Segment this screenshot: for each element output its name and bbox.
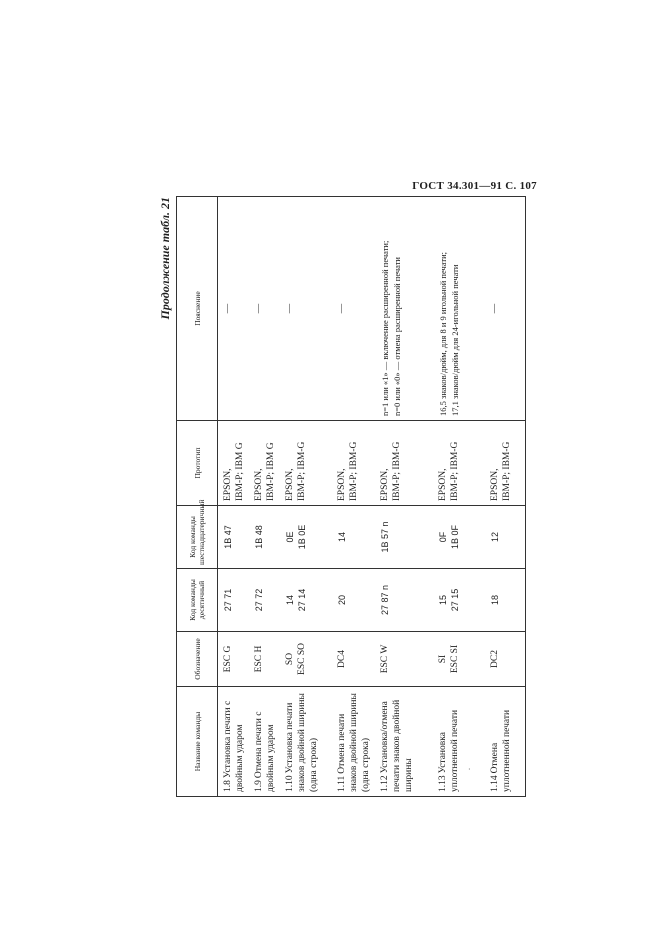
header-name: Название команды — [177, 687, 218, 797]
header-code-hex: Код команды шестнадцатеричный — [177, 506, 218, 569]
explanation: — — [218, 197, 250, 421]
table-row — [332, 197, 375, 797]
prototype: EPSON, IBM-P; IBM-G — [485, 421, 525, 506]
designation: DC4 — [332, 632, 375, 687]
command-name: 1.8Установка печати с двойным ударом — [218, 687, 250, 797]
code-hex: 12 — [485, 506, 525, 569]
explanation: 16,5 знаков/дюйм, для 8 и 9 игольной печати; 17,1 знаков/дюйм для 24-игольной печати — [433, 197, 485, 421]
prototype: EPSON, IBM-P; IBM G — [218, 421, 250, 506]
explanation: — — [280, 197, 332, 421]
designation: DC2 — [485, 632, 525, 687]
code-hex: 1B 57 n — [375, 506, 433, 569]
command-name: 1.9Отмена печати с двойным ударом — [249, 687, 280, 797]
prototype: EPSON, IBM-P; IBM-G — [280, 421, 332, 506]
table-row — [249, 197, 280, 797]
explanation: n=1 или «1» — включение расширенной печати; n=0 или «0» — отмена расширенной печати — [375, 197, 433, 421]
code-decimal: 27 87 n — [375, 569, 433, 632]
code-decimal: 14 27 14 — [280, 569, 332, 632]
code-decimal: 27 71 — [218, 569, 250, 632]
explanation: — — [249, 197, 280, 421]
rotated-table-block — [158, 197, 578, 797]
code-decimal: 20 — [332, 569, 375, 632]
table-row — [218, 197, 250, 797]
designation: ESC G — [218, 632, 250, 687]
header-designation: Обозначение — [177, 632, 218, 687]
command-table — [176, 196, 526, 797]
code-hex: 0F 1B 0F — [433, 506, 485, 569]
header-code-dec: Код команды десятичный — [177, 569, 218, 632]
code-hex: 1B 47 — [218, 506, 250, 569]
code-hex: 0E 1B 0E — [280, 506, 332, 569]
scan-dot: · — [468, 765, 471, 774]
explanation: — — [332, 197, 375, 421]
command-name: 1.13Установка уплотненной печати — [433, 687, 485, 797]
prototype: EPSON, IBM-P; IBM G — [249, 421, 280, 506]
code-decimal: 18 — [485, 569, 525, 632]
designation: SO ESC SO — [280, 632, 332, 687]
command-name: 1.12Установка/отмена печати знаков двойной ширины — [375, 687, 433, 797]
code-decimal: 15 27 15 — [433, 569, 485, 632]
prototype: EPSON, IBM-P; IBM-G — [375, 421, 433, 506]
designation: SI ESC SI — [433, 632, 485, 687]
table-header-row — [177, 197, 218, 797]
prototype: EPSON, IBM-P; IBM-G — [332, 421, 375, 506]
command-name: 1.14Отмена уплотненной печати — [485, 687, 525, 797]
table-row — [280, 197, 332, 797]
table-row — [433, 197, 485, 797]
code-hex: 1B 48 — [249, 506, 280, 569]
code-hex: 14 — [332, 506, 375, 569]
table-row — [485, 197, 525, 797]
table-row — [375, 197, 433, 797]
header-explanation: Пояснение — [177, 197, 218, 421]
page-header: ГОСТ 34.301—91 С. 107 — [412, 180, 537, 192]
code-decimal: 27 72 — [249, 569, 280, 632]
header-prototype: Прототип — [177, 421, 218, 506]
command-name: 1.10Установка печати знаков двойной ширины (одна строка) — [280, 687, 332, 797]
command-name: 1.11Отмена печати знаков двойной ширины (одна строка) — [332, 687, 375, 797]
designation: ESC H — [249, 632, 280, 687]
table-caption: Продолжение табл. 21 — [158, 197, 172, 320]
designation: ESC W — [375, 632, 433, 687]
explanation: — — [485, 197, 525, 421]
prototype: EPSON, IBM-P; IBM-G — [433, 421, 485, 506]
